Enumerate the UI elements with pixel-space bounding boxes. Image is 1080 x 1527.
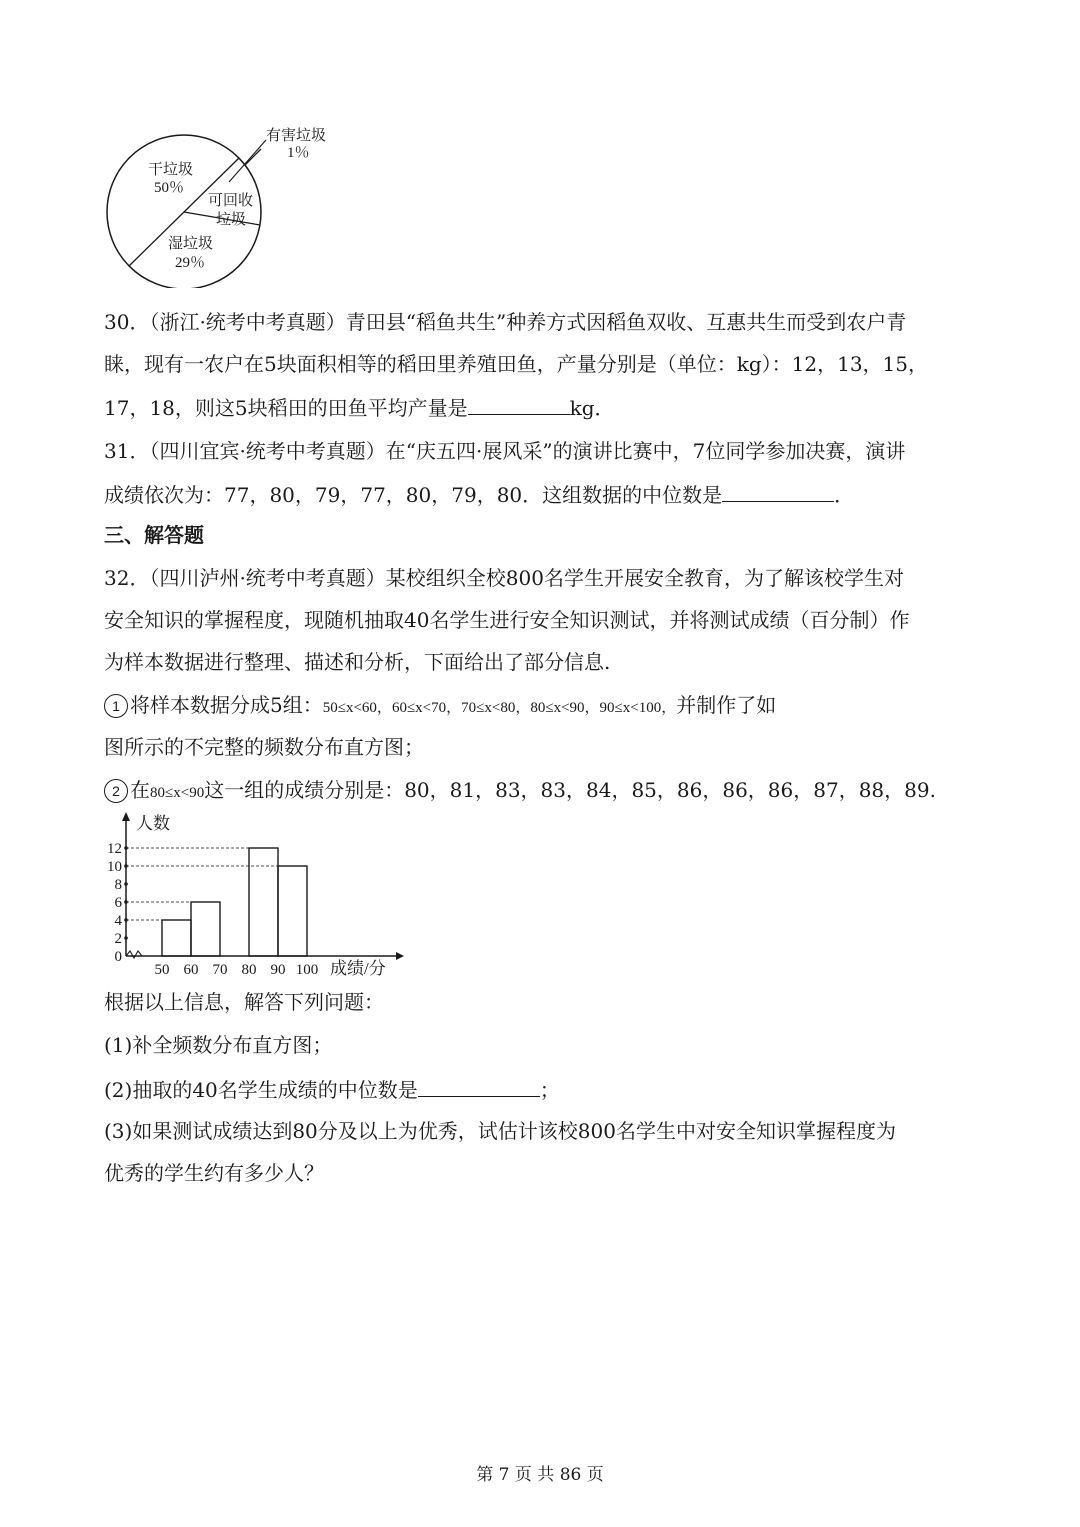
sub2-end: ；: [539, 1078, 560, 1102]
q31-end: ．: [834, 483, 855, 507]
histogram-bar: [191, 902, 220, 956]
y-tick-dot: [124, 882, 128, 886]
q30-line-3: [104, 392, 615, 422]
x-tick-label: 60: [183, 962, 199, 978]
pie-label-hazard: 有害垃圾: [266, 128, 327, 144]
q30-unit: kg．: [569, 396, 615, 420]
x-tick-label: 100: [295, 962, 319, 978]
q31-answer-blank[interactable]: [722, 479, 834, 502]
range-2: 60≤x<70，: [391, 700, 462, 716]
range-1: 50≤x<60，: [322, 700, 392, 716]
x-tick-label: 70: [212, 962, 228, 978]
sub2-text: (2)抽取的40名学生成绩的中位数是: [104, 1078, 418, 1102]
range-5: 90≤x<100，: [599, 700, 677, 716]
item2-range: 80≤x<90: [150, 785, 205, 801]
pie-pct-dry: 50％: [154, 180, 185, 196]
y-tick-dot: [124, 936, 128, 940]
q30-line-1: 30．（浙江·统考中考真题）青田县“稻鱼共生”种养方式因稻鱼双收、互惠共生而受到农户青: [104, 310, 907, 334]
pie-pct-wet: 29％: [175, 255, 206, 271]
y-tick-label: 0: [114, 949, 122, 965]
q30-line-2: 睐，现有一农户在5块面积相等的稻田里养殖田鱼，产量分别是（单位：kg）：12，13，15，: [104, 352, 928, 376]
y-axis-label: 人数: [136, 814, 170, 833]
histogram-bar: [162, 920, 191, 956]
histogram-bar: [249, 848, 278, 956]
garbage-pie-chart: [100, 118, 350, 288]
pie-label-recycle-1: 可回收: [208, 193, 254, 209]
q31-line-2: [104, 479, 854, 509]
axis-break: [126, 951, 142, 958]
y-tick-label: 12: [107, 841, 122, 857]
q32-prompt: 根据以上信息，解答下列问题：: [104, 990, 384, 1014]
q32-line-1: 32．（四川泸州·统考中考真题）某校组织全校800名学生开展安全教育，为了解该校学生对: [104, 566, 904, 590]
x-tick-label: 50: [154, 962, 170, 978]
y-tick-label: 2: [114, 931, 122, 947]
y-axis-arrow: [122, 812, 130, 821]
q32-sub-3-line-1: (3)如果测试成绩达到80分及以上为优秀，试估计该校800名学生中对安全知识掌握程度为: [104, 1119, 896, 1143]
frequency-histogram: [104, 812, 404, 980]
q30-answer-blank[interactable]: [468, 392, 570, 415]
y-tick-label: 4: [114, 913, 122, 929]
x-axis-label: 成绩/分: [330, 959, 386, 978]
pie-label-recycle-2: 垃圾: [216, 212, 247, 228]
y-tick-label: 8: [114, 877, 122, 893]
item1-text: 将样本数据分成5组：: [130, 693, 323, 717]
q32-line-3: 为样本数据进行整理、描述和分析，下面给出了部分信息.: [104, 650, 611, 674]
pie-leader-line: [229, 140, 266, 182]
x-tick-label: 90: [270, 962, 286, 978]
page-footer: 第 7 页 共 86 页: [476, 1465, 604, 1485]
q32-sub-3-line-2: 优秀的学生约有多少人？: [104, 1161, 324, 1185]
q32-line-2: 安全知识的掌握程度，现随机抽取40名学生进行安全知识测试，并将测试成绩（百分制）作: [104, 608, 910, 632]
q30-text: 17，18，则这5块稻田的田鱼平均产量是: [104, 396, 468, 420]
q32-item-1: [104, 691, 776, 722]
circled-number-1: 1: [104, 694, 128, 718]
q32-sub-1: (1)补全频数分布直方图；: [104, 1033, 333, 1057]
section-heading: 三、解答题: [104, 523, 204, 547]
q32-answer-blank[interactable]: [418, 1074, 540, 1097]
pie-pct-hazard: 1％: [287, 145, 310, 161]
item1-tail: 并制作了如: [676, 693, 777, 717]
circled-number-2: 2: [104, 779, 128, 803]
y-tick-label: 6: [114, 895, 122, 911]
x-axis-arrow: [396, 952, 404, 960]
q31-text: 成绩依次为：77，80，79，77，80，79，80．这组数据的中位数是: [104, 483, 723, 507]
range-4: 80≤x<90，: [530, 700, 600, 716]
pie-label-dry: 干垃圾: [148, 162, 194, 178]
q31-line-1: 31．（四川宜宾·统考中考真题）在“庆五四·展风采”的演讲比赛中，7位同学参加决赛，演讲: [104, 439, 906, 463]
item2-text: 这一组的成绩分别是：80，81，83，83，84，85，86，86，86，87，88，89.: [204, 778, 936, 802]
range-3: 70≤x<80，: [461, 700, 531, 716]
histogram-bar: [278, 866, 307, 956]
x-tick-label: 80: [241, 962, 257, 978]
y-tick-label: 10: [107, 859, 122, 875]
item2-prefix: 在: [130, 778, 150, 802]
q32-item-1-line-2: 图所示的不完整的频数分布直方图；: [104, 735, 424, 759]
q32-sub-2: [104, 1074, 560, 1104]
q32-item-2: [104, 776, 936, 807]
pie-label-wet: 湿垃圾: [168, 236, 214, 252]
pie-divider-hazard: [245, 149, 261, 165]
